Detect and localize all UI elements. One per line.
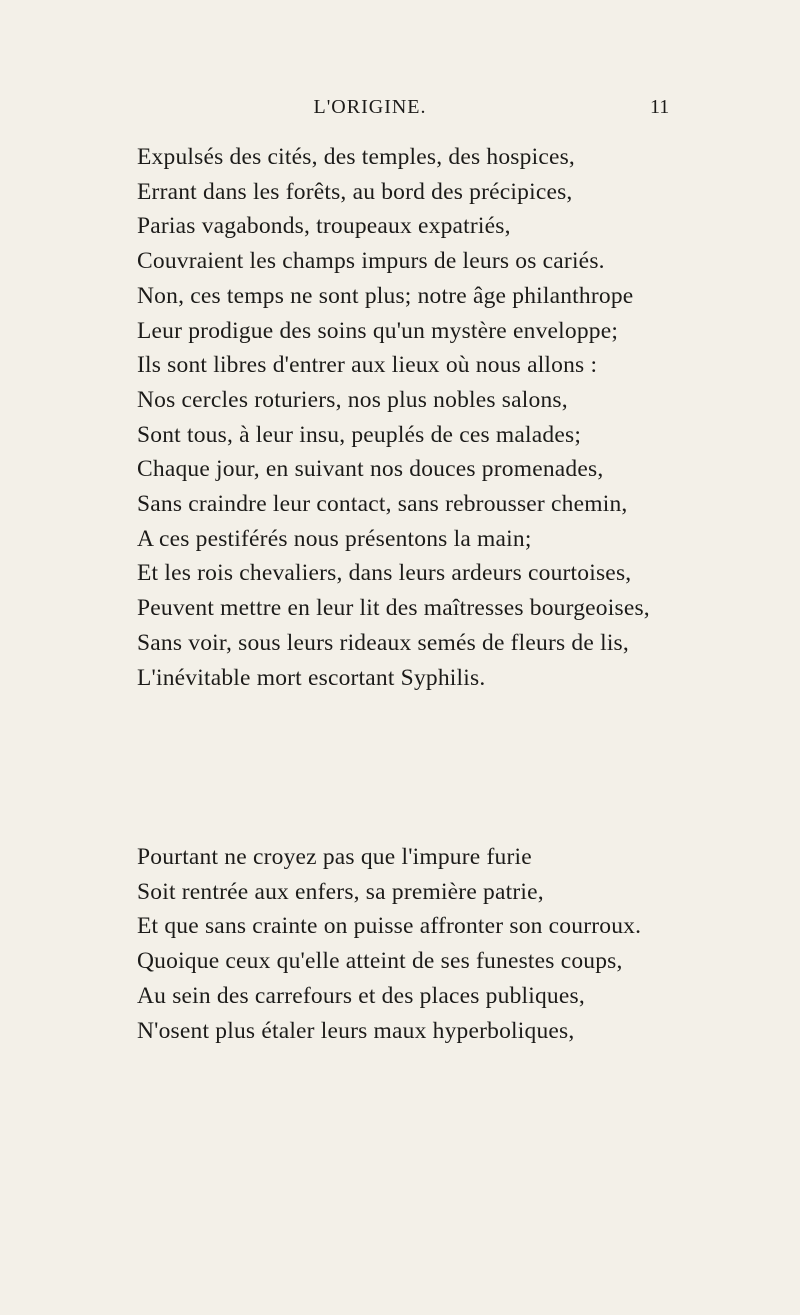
stanza-1 bbox=[137, 140, 777, 695]
verse-line: L'inévitable mort escortant Syphilis. bbox=[137, 664, 486, 691]
verse-line: Sont tous, à leur insu, peuplés de ces malades; bbox=[137, 421, 582, 448]
verse-line: Sans voir, sous leurs rideaux semés de fleurs de lis, bbox=[137, 629, 629, 656]
running-title: L'ORIGINE. bbox=[313, 96, 427, 118]
verse-line: Errant dans les forêts, au bord des précipices, bbox=[137, 178, 573, 205]
verse-line: Nos cercles roturiers, nos plus nobles salons, bbox=[137, 386, 568, 413]
verse-line: Ils sont libres d'entrer aux lieux où nous allons : bbox=[137, 352, 598, 379]
verse-line: Chaque jour, en suivant nos douces promenades, bbox=[137, 456, 604, 483]
verse-line: Parias vagabonds, troupeaux expatriés, bbox=[137, 213, 511, 240]
verse-line: Au sein des carrefours et des places publiques, bbox=[137, 982, 585, 1009]
verse-line: Soit rentrée aux enfers, sa première patrie, bbox=[137, 878, 544, 905]
verse-line: Couvraient les champs impurs de leurs os cariés. bbox=[137, 248, 605, 275]
verse-line: Et les rois chevaliers, dans leurs ardeurs courtoises, bbox=[137, 560, 632, 587]
verse-line: Quoique ceux qu'elle atteint de ses funestes coups, bbox=[137, 948, 623, 975]
verse-line: Expulsés des cités, des temples, des hospices, bbox=[137, 144, 575, 170]
verse-line: Peuvent mettre en leur lit des maîtresses bourgeoises, bbox=[137, 595, 650, 622]
verse-line: Non, ces temps ne sont plus; notre âge philanthrope bbox=[137, 282, 634, 309]
stanza-2 bbox=[137, 840, 777, 1048]
verse-line: Leur prodigue des soins qu'un mystère enveloppe; bbox=[137, 317, 619, 344]
verse-line: Et que sans crainte on puisse affronter son courroux. bbox=[137, 913, 642, 940]
verse-line: A ces pestiférés nous présentons la main; bbox=[137, 525, 532, 552]
verse-line: Pourtant ne croyez pas que l'impure furie bbox=[137, 844, 532, 870]
verse-line: Sans craindre leur contact, sans rebrousser chemin, bbox=[137, 491, 628, 518]
running-head bbox=[0, 96, 800, 126]
verse-line: N'osent plus étaler leurs maux hyperboliques, bbox=[137, 1017, 575, 1044]
page-number: 11 bbox=[650, 96, 670, 118]
